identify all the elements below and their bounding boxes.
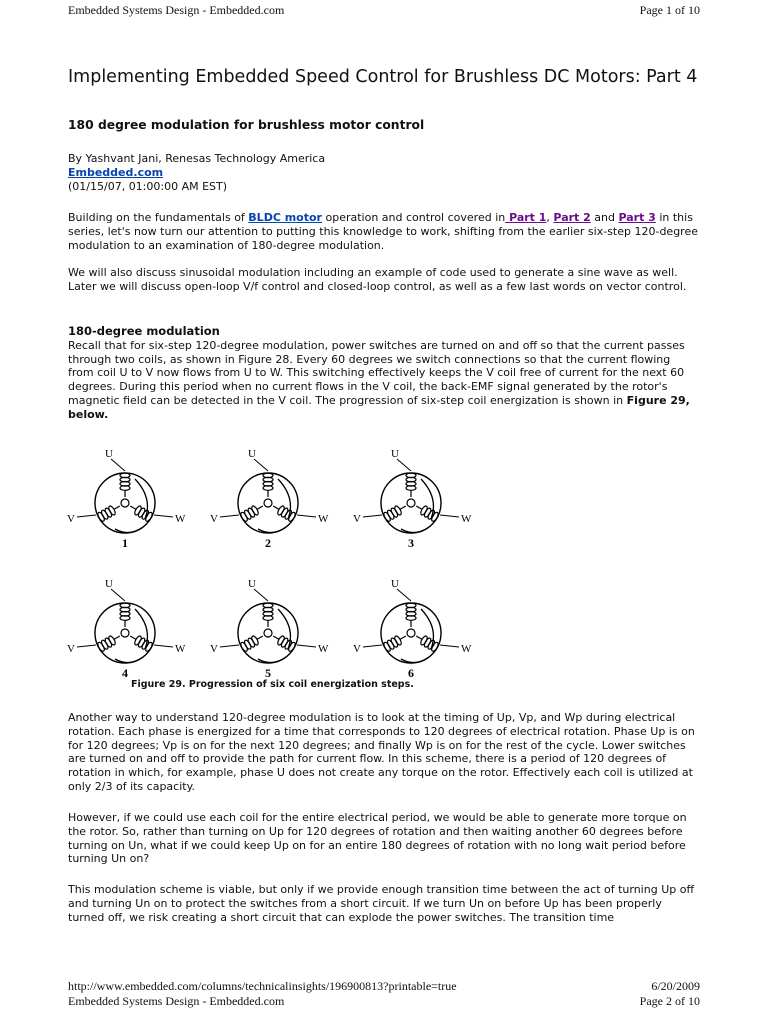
coil-label-v: V (353, 513, 361, 525)
header-site: Embedded Systems Design - Embedded.com (68, 3, 285, 17)
coil-label-v: V (210, 513, 218, 525)
coil-label-w: W (175, 513, 186, 525)
link-bldc-motor[interactable]: BLDC motor (248, 211, 322, 224)
coil-diagram-step-5 (210, 578, 329, 680)
coil-diagram-step-6 (353, 578, 472, 680)
section-heading: 180-degree modulation (68, 324, 220, 338)
article-subtitle: 180 degree modulation for brushless motor control (68, 118, 425, 132)
figure-caption: Figure 29. Progression of six coil energization steps. (131, 679, 414, 690)
step-number: 5 (265, 666, 271, 680)
paragraph-transition: This modulation scheme is viable, but only if we provide enough transition time between the act of turning Up off and turning Un on to protect the switches from a short circuit. If we turn Un on before Up has been properly turned off, we risk creating a short circuit that can explode the power switches. The transition time (68, 883, 695, 924)
coil-label-u: U (391, 448, 399, 460)
link-part-1[interactable]: Part 1 (505, 211, 547, 224)
source-link[interactable]: Embedded.com (68, 165, 164, 179)
paragraph-overview: We will also discuss sinusoidal modulation including an example of code used to generate a sine wave as well. Later we will discuss open-loop V/f control and closed-loop control, as well as a few last words on vector control. (68, 266, 687, 293)
page-header (68, 3, 700, 18)
page-footer-url (68, 979, 700, 994)
coil-label-w: W (461, 513, 472, 525)
coil-diagram-step-3 (353, 448, 472, 550)
coil-label-v: V (67, 643, 75, 655)
coil-label-v: V (210, 643, 218, 655)
coil-label-w: W (318, 643, 329, 655)
coil-diagram-step-2 (210, 448, 329, 550)
step-number: 4 (122, 666, 128, 680)
step-number: 6 (408, 666, 414, 680)
coil-label-v: V (353, 643, 361, 655)
byline-block (68, 152, 698, 193)
article-title: Implementing Embedded Speed Control for Brushless DC Motors: Part 4 (68, 67, 698, 87)
paragraph-six-step: Recall that for six-step 120-degree modulation, power switches are turned on and off so that the current passes through two coils, as shown in Figure 28. Every 60 degrees we switch connections so that the current flowing from coil U to V now flows from U to W. This switching effectively keeps the V coil free of current for the next 60 degrees. During this period when no current flows in the V coil, the back-EMF signal generated by the rotor's magnetic field can be detected in the V coil. The progression of six-step coil energization is shown in Figure 29, below. (68, 338, 690, 421)
coil-diagram-step-4 (67, 578, 186, 680)
footer-site: Embedded Systems Design - Embedded.com (68, 994, 285, 1008)
coil-label-w: W (175, 643, 186, 655)
footer-date: 6/20/2009 (651, 979, 700, 993)
step-number: 1 (122, 536, 128, 550)
coil-label-u: U (105, 448, 113, 460)
coil-label-u: U (391, 578, 399, 590)
footer-page-number: Page 2 of 10 (639, 994, 700, 1008)
coil-diagram-step-1 (67, 448, 186, 550)
paragraph-120-degree: Another way to understand 120-degree modulation is to look at the timing of Up, Vp, and Wp during electrical rotation. Each phase is energized for a time that corresponds to 120 degrees of electrical rotation. Phase Up is on for 120 degrees; Vp is on for the next 120 degrees; and finally Wp is on for the rest of the cycle. Lower switches are turned on and off to provide the path for current flow. In this scheme, there is a period of 120 degrees of rotation in which, for example, phase U does not create any torque on the rotor. Effectively each coil is utilized at only 2/3 of its capacity. (68, 711, 695, 793)
step-number: 3 (408, 536, 414, 550)
header-page-number: Page 1 of 10 (639, 3, 700, 17)
page-footer (68, 994, 700, 1009)
publish-date: (01/15/07, 01:00:00 AM EST) (68, 179, 228, 193)
author-line: By Yashvant Jani, Renesas Technology America (68, 152, 326, 165)
coil-label-v: V (67, 513, 75, 525)
coil-label-u: U (248, 448, 256, 460)
coil-label-w: W (318, 513, 329, 525)
footer-url: http://www.embedded.com/columns/technicalinsights/196900813?printable=true (68, 979, 457, 993)
paragraph-torque: However, if we could use each coil for the entire electrical period, we would be able to generate more torque on the rotor. So, rather than turning on Up for 120 degrees of rotation and then waiting another 60 degrees before turning on Un, what if we could keep Up on for an entire 180 degrees of rotation with no long wait period before turning Un on? (68, 811, 687, 866)
section-180-degree (68, 325, 698, 422)
figure-reference: Figure 29, below. (68, 393, 690, 421)
link-part-2[interactable]: Part 2 (553, 211, 591, 224)
coil-label-u: U (105, 578, 113, 590)
coil-label-w: W (461, 643, 472, 655)
step-number: 2 (265, 536, 271, 550)
coil-energization-figure (67, 443, 472, 695)
paragraph-intro: Building on the fundamentals of BLDC motor operation and control covered in Part 1, Part 2 and Part 3 in this series, let's now turn our attention to putting this knowledge to work, shifting from the earlier six-step 120-degree modulation to an examination of 180-degree modulation. (68, 211, 698, 252)
coil-label-u: U (248, 578, 256, 590)
link-part-3[interactable]: Part 3 (618, 211, 656, 224)
